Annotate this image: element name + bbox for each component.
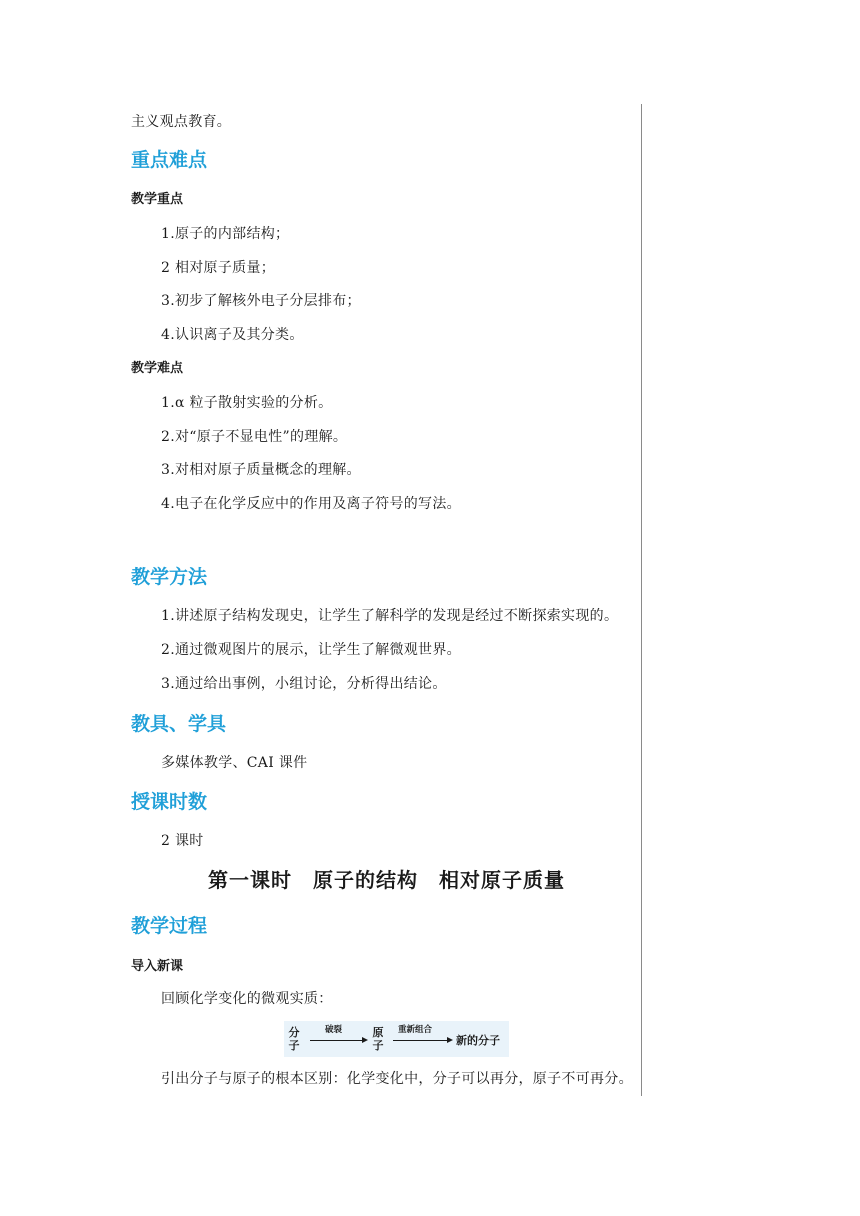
diagram-arrow-label-break: 破裂 — [325, 1025, 343, 1035]
hours-text: 2 课时 — [161, 833, 204, 849]
focus-item: 3.初步了解核外电子分层排布； — [161, 293, 361, 309]
diagram-arrow-label-recombine: 重新组合 — [398, 1025, 433, 1035]
heading-hours: 授课时数 — [131, 791, 208, 813]
focus-item: 1.原子的内部结构； — [161, 226, 290, 242]
method-item: 3.通过给出事例，小组讨论，分析得出结论。 — [161, 676, 447, 692]
method-item: 1.讲述原子结构发现史，让学生了解科学的发现是经过不断探索实现的。 — [161, 608, 619, 624]
difficult-title: 教学难点 — [131, 361, 184, 376]
heading-process: 教学过程 — [131, 915, 208, 937]
heading-key-difficult: 重点难点 — [131, 149, 208, 171]
review-text: 回顾化学变化的微观实质： — [161, 991, 333, 1007]
difficult-item: 2.对“原子不显电性”的理解。 — [161, 429, 348, 445]
focus-title: 教学重点 — [131, 192, 184, 207]
diagram-arrow-line — [310, 1040, 362, 1041]
heading-tools: 教具、学具 — [131, 713, 227, 735]
difficult-item: 1.α 粒子散射实验的分析。 — [161, 395, 333, 411]
method-item: 2.通过微观图片的展示，让学生了解微观世界。 — [161, 642, 461, 658]
margin-rule — [641, 104, 642, 1096]
conclusion-text: 引出分子与原子的根本区别：化学变化中，分子可以再分，原子不可再分。 — [161, 1071, 633, 1087]
diagram-node-molecule: 分子 — [288, 1026, 300, 1052]
lesson-title: 第一课时 原子的结构 相对原子质量 — [208, 868, 565, 892]
diagram-node-atom: 原子 — [372, 1026, 384, 1052]
arrow-head-icon — [362, 1037, 368, 1043]
focus-item: 4.认识离子及其分类。 — [161, 327, 304, 343]
reaction-diagram — [284, 1021, 509, 1057]
difficult-item: 3.对相对原子质量概念的理解。 — [161, 462, 361, 478]
focus-item: 2 相对原子质量； — [161, 260, 276, 276]
diagram-arrow-line — [393, 1040, 447, 1041]
arrow-head-icon — [447, 1037, 453, 1043]
heading-methods: 教学方法 — [131, 566, 208, 588]
tools-text: 多媒体教学、CAI 课件 — [161, 755, 308, 771]
difficult-item: 4.电子在化学反应中的作用及离子符号的写法。 — [161, 496, 461, 512]
intro-title: 导入新课 — [131, 959, 184, 974]
intro-line: 主义观点教育。 — [131, 114, 232, 130]
diagram-result: 新的分子 — [456, 1034, 500, 1047]
